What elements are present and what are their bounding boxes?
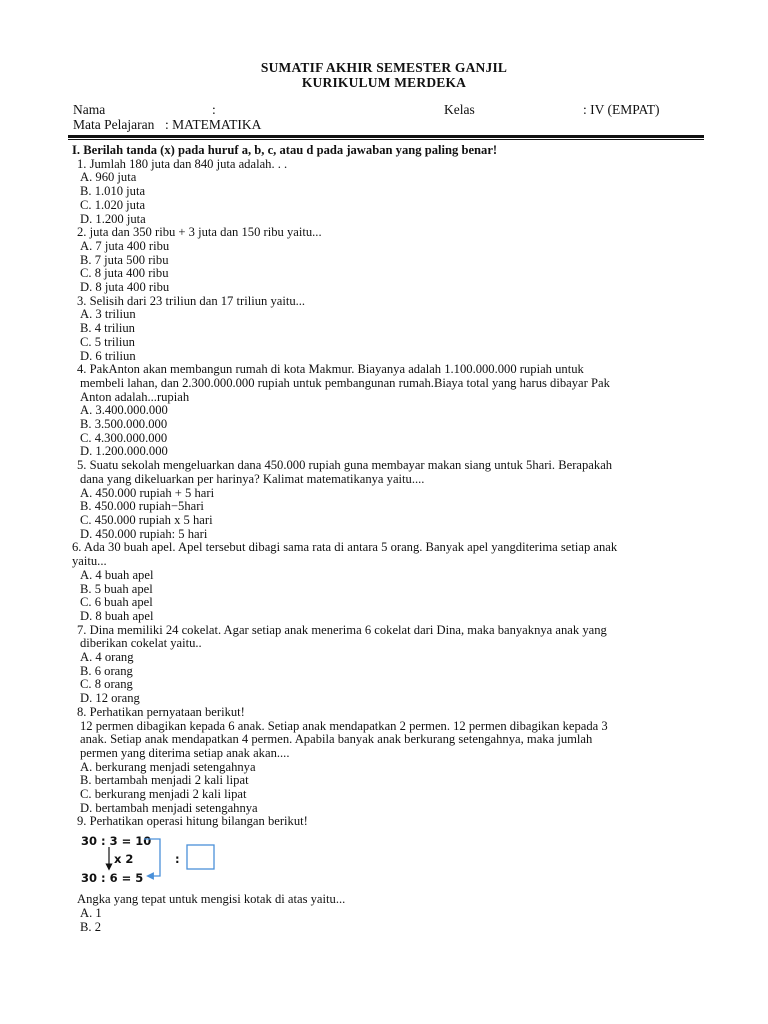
exam-subtitle: KURIKULUM MERDEKA	[301, 75, 467, 90]
question-followup: Angka yang tepat untuk mengisi kotak di atas yaitu...	[77, 892, 346, 907]
option-b: B. bertambah menjadi 2 kali lipat	[80, 773, 249, 788]
option-a: A. 3 triliun	[80, 307, 136, 322]
question-text: 6. Ada 30 buah apel. Apel tersebut dibagi sama rata di antara 5 orang. Banyak apel yangditerima setiap anak	[72, 540, 618, 555]
question-text: 9. Perhatikan operasi hitung bilangan berikut!	[77, 814, 308, 829]
question-text-cont: 12 permen dibagikan kepada 6 anak. Setiap anak mendapatkan 2 permen. 12 permen dibagikan kepada 3	[80, 718, 608, 733]
option-d: D. 8 juta 400 ribu	[80, 280, 170, 295]
question-text-cont: permen yang diterima setiap anak akan....	[80, 745, 290, 760]
question-text: 8. Perhatikan pernyataan berikut!	[77, 704, 245, 719]
option-b: B. 6 orang	[80, 663, 133, 678]
question-1	[72, 158, 702, 227]
option-c: C. 8 orang	[80, 677, 133, 692]
exam-title: SUMATIF AKHIR SEMESTER GANJIL	[260, 60, 508, 75]
kelas-label: Kelas	[444, 102, 475, 117]
bracket-arrow-icon	[144, 839, 160, 876]
questions-section	[72, 144, 702, 934]
nama-colon: :	[212, 102, 216, 117]
question-9	[72, 815, 702, 934]
option-d: D. 1.200 juta	[80, 211, 146, 226]
mapel-label: Mata Pelajaran	[73, 117, 155, 132]
option-d: D. bertambah menjadi setengahnya	[80, 800, 258, 815]
option-a: A. 1	[80, 905, 102, 920]
option-d: D. 450.000 rupiah: 5 hari	[80, 526, 208, 541]
option-c: C. 450.000 rupiah x 5 hari	[80, 512, 213, 527]
option-a: A. 3.400.000.000	[80, 403, 168, 418]
ratio-colon: :	[175, 852, 180, 867]
option-d: D. 6 triliun	[80, 348, 136, 363]
header-divider-thin	[68, 139, 704, 140]
answer-box	[187, 845, 214, 869]
option-c: C. 4.300.000.000	[80, 430, 168, 445]
header-divider-thick	[68, 135, 704, 138]
option-a: A. 7 juta 400 ribu	[80, 238, 170, 253]
equation-bottom: 30 : 6 = 5	[81, 871, 144, 886]
question-text-cont: anak. Setiap anak mendapatkan 4 permen. Apabila banyak anak berkurang setengahnya, maka jumlah	[80, 732, 593, 747]
question-text-cont: membeli lahan, dan 2.300.000.000 rupiah untuk pembangunan rumah.Biaya total yang harus dibayar Pak	[80, 375, 610, 390]
question-text-cont: Anton adalah...rupiah	[80, 389, 190, 404]
question-4	[72, 363, 702, 459]
division-pattern-diagram	[72, 829, 702, 891]
question-8	[72, 706, 702, 816]
question-3	[72, 295, 702, 364]
option-b: B. 1.010 juta	[80, 184, 146, 199]
question-text: 2. juta dan 350 ribu + 3 juta dan 150 ribu yaitu...	[77, 225, 322, 240]
option-b: B. 5 buah apel	[80, 581, 153, 596]
question-text: 3. Selisih dari 23 triliun dan 17 triliun yaitu...	[77, 293, 306, 308]
option-a: A. 4 buah apel	[80, 567, 154, 582]
option-b: B. 7 juta 500 ribu	[80, 252, 169, 267]
nama-label: Nama	[73, 102, 106, 117]
option-c: C. 6 buah apel	[80, 595, 153, 610]
option-b: B. 450.000 rupiah−5hari	[80, 499, 204, 514]
question-text-cont: dana yang dikeluarkan per harinya? Kalimat matematikanya yaitu....	[80, 471, 425, 486]
option-d: D. 1.200.000.000	[80, 444, 168, 459]
option-a: A. berkurang menjadi setengahnya	[80, 759, 256, 774]
question-6	[72, 541, 702, 623]
equation-top: 30 : 3 = 10	[81, 834, 152, 849]
option-d: D. 8 buah apel	[80, 608, 154, 623]
option-b: B. 2	[80, 919, 101, 934]
multiplier-label: x 2	[114, 852, 134, 867]
question-text: 7. Dina memiliki 24 cokelat. Agar setiap anak menerima 6 cokelat dari Dina, maka banyaknya anak yang	[77, 622, 607, 637]
question-5	[72, 459, 702, 541]
option-c: C. berkurang menjadi 2 kali lipat	[80, 787, 247, 802]
question-text: 4. PakAnton akan membangun rumah di kota Makmur. Biayanya adalah 1.100.000.000 rupiah untuk	[77, 362, 584, 377]
section-instruction: I. Berilah tanda (x) pada huruf a, b, c, atau d pada jawaban yang paling benar!	[72, 143, 498, 157]
option-a: A. 450.000 rupiah + 5 hari	[80, 485, 215, 500]
question-7	[72, 624, 702, 706]
question-text-cont: diberikan cokelat yaitu..	[80, 636, 202, 651]
option-c: C. 8 juta 400 ribu	[80, 266, 169, 281]
mapel-value: : MATEMATIKA	[165, 117, 262, 132]
kelas-value: : IV (EMPAT)	[583, 102, 660, 117]
option-d: D. 12 orang	[80, 691, 140, 706]
option-c: C. 5 triliun	[80, 334, 135, 349]
option-a: A. 4 orang	[80, 650, 134, 665]
question-2	[72, 226, 702, 295]
question-text: 1. Jumlah 180 juta dan 840 juta adalah. . .	[77, 156, 288, 171]
question-text: 5. Suatu sekolah mengeluarkan dana 450.000 rupiah guna membayar makan siang untuk 5hari. Berapakah	[77, 458, 613, 473]
question-text-cont: yaitu...	[72, 554, 107, 569]
diagram-arrows	[72, 829, 232, 891]
option-b: B. 4 triliun	[80, 321, 135, 336]
option-b: B. 3.500.000.000	[80, 417, 168, 432]
option-a: A. 960 juta	[80, 170, 137, 185]
option-c: C. 1.020 juta	[80, 197, 146, 212]
